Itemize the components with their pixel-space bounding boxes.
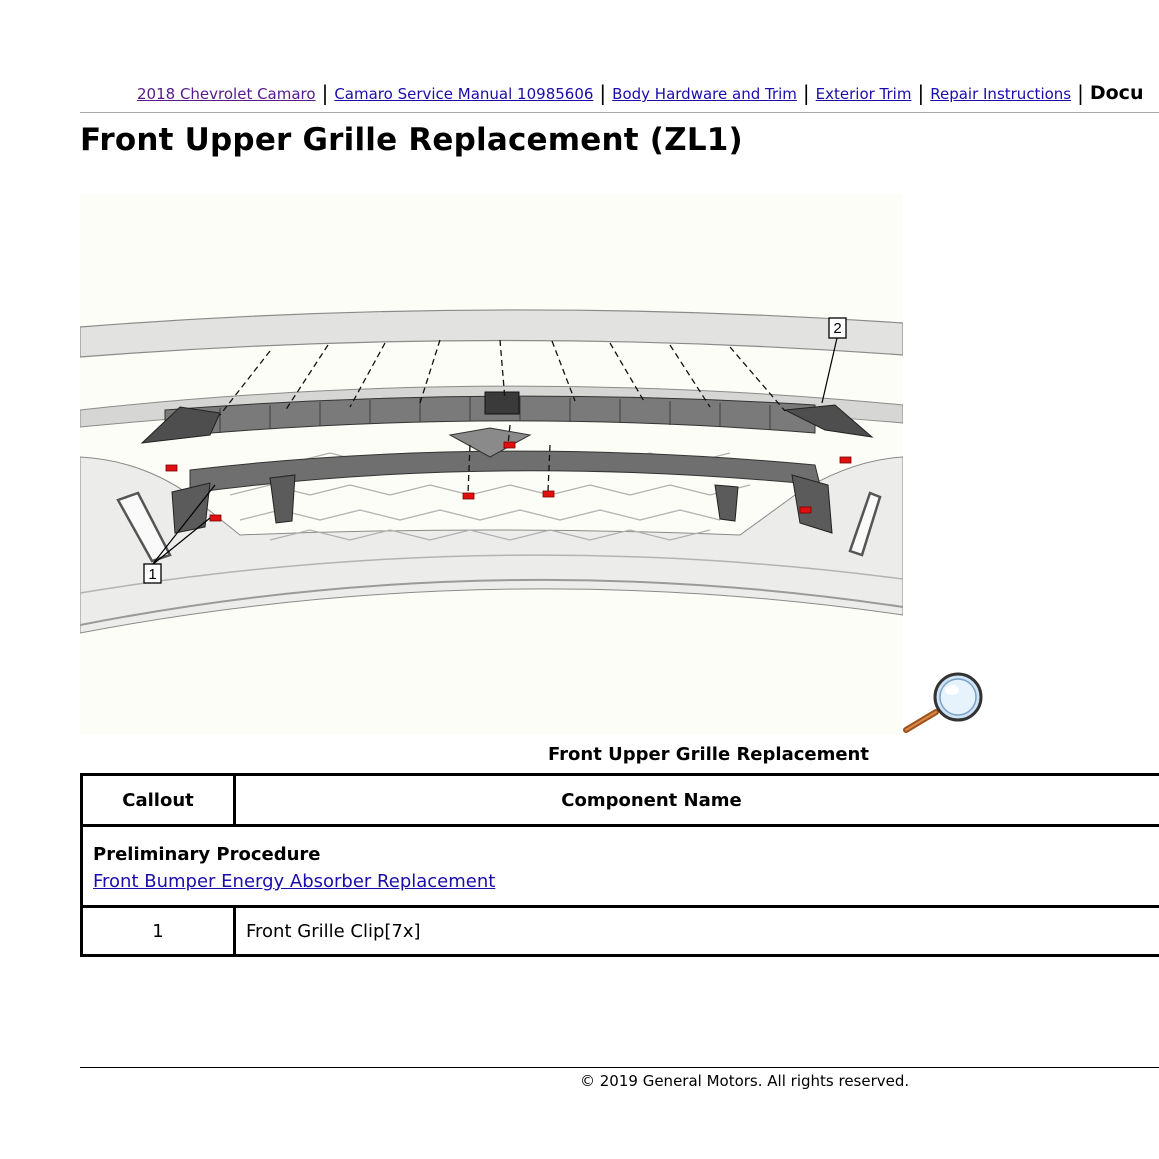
preliminary-procedure-heading: Preliminary Procedure — [93, 844, 321, 865]
breadcrumb-link-vehicle[interactable]: 2018 Chevrolet Camaro — [137, 85, 316, 103]
magnifier-icon[interactable] — [902, 670, 992, 736]
breadcrumb-link-service-manual[interactable]: Camaro Service Manual 10985606 — [334, 85, 594, 103]
header-divider — [80, 112, 1159, 113]
front-bumper-energy-absorber-link[interactable]: Front Bumper Energy Absorber Replacement — [93, 871, 496, 892]
callout-2-label: 2 — [833, 320, 842, 337]
breadcrumb-separator: | — [599, 81, 607, 105]
breadcrumb-separator: | — [917, 81, 925, 105]
callout-2 — [829, 318, 846, 338]
breadcrumb-current: Docu — [1089, 82, 1144, 104]
breadcrumb-link-repair-instructions[interactable]: Repair Instructions — [930, 85, 1072, 103]
grille-struts — [172, 475, 832, 533]
preliminary-procedure-row — [82, 826, 1159, 907]
breadcrumb-link-exterior-trim[interactable]: Exterior Trim — [815, 85, 912, 103]
table-header-row — [82, 775, 1159, 826]
parts-table — [80, 773, 1159, 957]
breadcrumb-separator: | — [1077, 81, 1084, 105]
figure-caption: Front Upper Grille Replacement — [548, 744, 869, 765]
grille-center-tab — [485, 392, 519, 414]
table-cell-callout: 1 — [82, 907, 235, 956]
breadcrumb — [137, 80, 1143, 106]
breadcrumb-separator: | — [321, 81, 329, 105]
page-title: Front Upper Grille Replacement (ZL1) — [80, 122, 743, 158]
table-row — [82, 907, 1159, 956]
breadcrumb-separator: | — [802, 81, 810, 105]
column-header-component-name: Component Name — [235, 775, 1159, 826]
grille-illustration — [80, 195, 903, 735]
callout-1 — [144, 564, 161, 583]
table-cell-component-name: Front Grille Clip[7x] — [235, 907, 1159, 956]
footer-divider — [80, 1067, 1159, 1068]
preliminary-procedure-cell — [82, 826, 1159, 907]
copyright-footer: © 2019 General Motors. All rights reserved. — [580, 1072, 910, 1090]
breadcrumb-link-body-hardware[interactable]: Body Hardware and Trim — [612, 85, 797, 103]
callout-1-label: 1 — [148, 566, 157, 583]
grille-diagram-svg — [80, 195, 903, 735]
bumper-fascia — [80, 310, 903, 357]
column-header-callout: Callout — [82, 775, 235, 826]
